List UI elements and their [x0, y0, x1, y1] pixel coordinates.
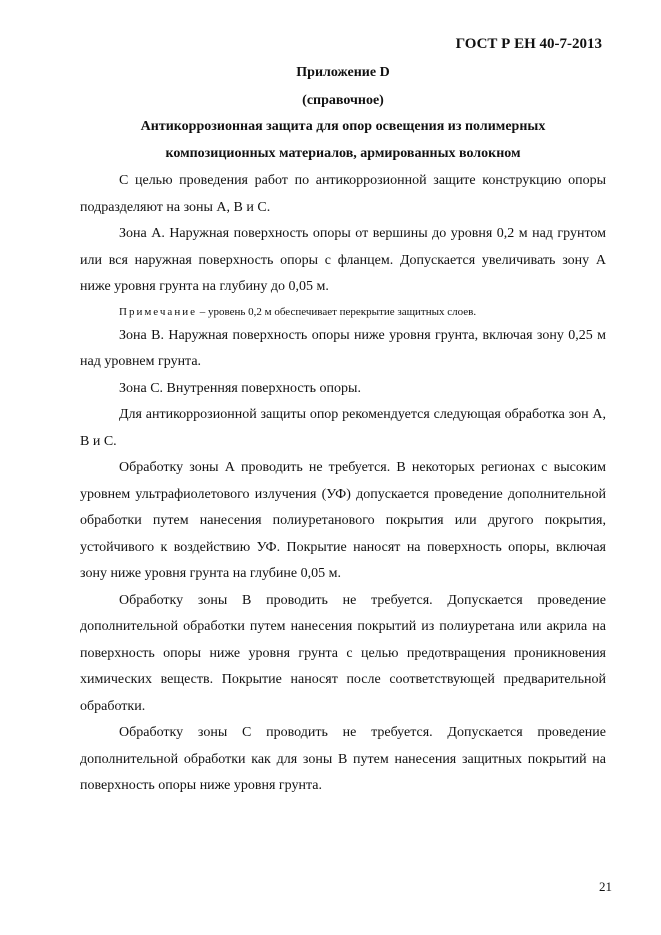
- note-text: – уровень 0,2 м обеспечивает перекрытие защитных слоев.: [196, 305, 477, 318]
- appendix-heading-line2: композиционных материалов, армированных волокном: [165, 146, 521, 161]
- paragraph-recommendation: Для антикоррозионной защиты опор рекомендуется следующая обработка зон А, В и С.: [80, 407, 606, 449]
- paragraph-treatment-zone-b: Обработку зоны В проводить не требуется. Допускается проведение дополнительной обработки путем нанесения покрытий из полиуретана или акрила на поверхность опоры ниже уровня грунта с целью предотвращения проникновения химических веществ. Покрытие наносят после соответствующей предварительной обработки.: [80, 592, 606, 714]
- appendix-title: Приложение D: [296, 65, 390, 80]
- page-number: 21: [599, 879, 612, 894]
- appendix-type: (справочное): [302, 93, 384, 108]
- appendix-heading-line1: Антикоррозионная защита для опор освещения из полимерных: [140, 119, 546, 134]
- paragraph-zone-a: Зона А. Наружная поверхность опоры от вершины до уровня 0,2 м над грунтом или вся наружная поверхность опоры с фланцем. Допускается увеличивать зону А ниже уровня грунта на глубину до 0,05 м.: [80, 226, 606, 294]
- paragraph-zones-intro: С целью проведения работ по антикоррозионной защите конструкцию опоры подразделяют на зоны А, В и С.: [80, 173, 606, 215]
- paragraph-zone-c: Зона С. Внутренняя поверхность опоры.: [119, 380, 361, 396]
- body-text: [80, 168, 606, 800]
- standard-number: ГОСТ Р ЕН 40-7-2013: [455, 36, 602, 52]
- paragraph-zone-b: Зона В. Наружная поверхность опоры ниже уровня грунта, включая зону 0,25 м над уровнем грунта.: [80, 327, 606, 369]
- paragraph-treatment-zone-a: Обработку зоны А проводить не требуется. В некоторых регионах с высоким уровнем ультрафиолетового излучения (УФ) допускается проведение дополнительной обработки путем нанесения полиуретанового покрытия или другого покрытия, устойчивого к воздействию УФ. Покрытие наносят на поверхность опоры, включая зону ниже уровня грунта на глубине 0,05 м.: [80, 460, 606, 581]
- note-label: Примечание: [119, 305, 197, 318]
- note: [80, 301, 606, 323]
- paragraph-treatment-zone-c: Обработку зоны С проводить не требуется. Допускается проведение дополнительной обработки как для зоны В путем нанесения защитных покрытий на поверхность опоры ниже уровня грунта.: [80, 725, 606, 793]
